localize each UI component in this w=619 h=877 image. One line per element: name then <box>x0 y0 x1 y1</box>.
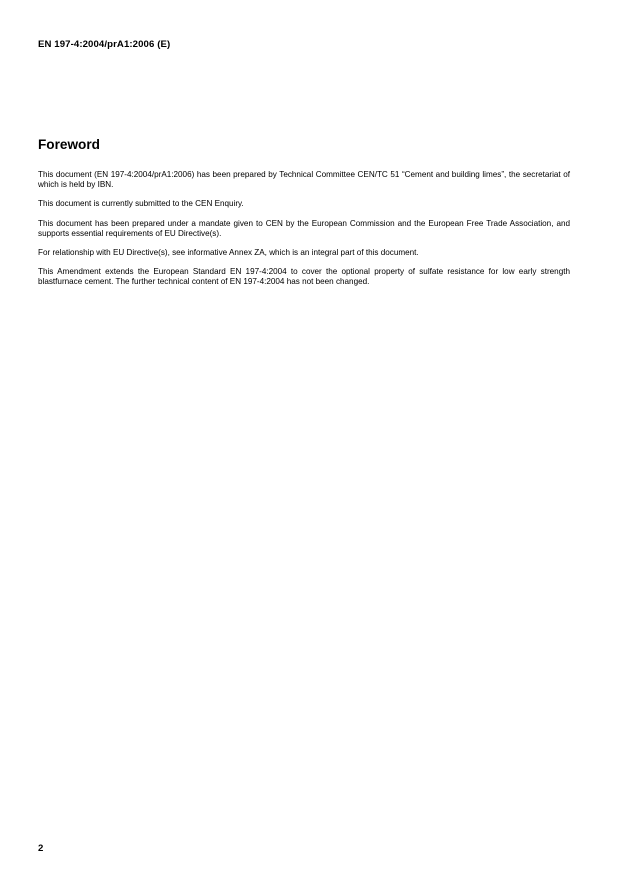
section-title: Foreword <box>38 137 100 152</box>
paragraph-committee: This document (EN 197-4:2004/prA1:2006) has been prepared by Technical Committee CEN/TC 51 “Cement and building limes”, the secretariat of which is held by IBN. <box>38 170 570 190</box>
paragraph-relationship: For relationship with EU Directive(s), see informative Annex ZA, which is an integral part of this document. <box>38 248 419 258</box>
foreword-body <box>38 170 570 297</box>
page-header: EN 197-4:2004/prA1:2006 (E) <box>38 39 171 50</box>
paragraph-mandate: This document has been prepared under a mandate given to CEN by the European Commission and the European Free Trade Association, and supports essential requirements of EU Directive(s). <box>38 218 570 238</box>
page-number: 2 <box>38 843 44 854</box>
paragraph-enquiry: This document is currently submitted to the CEN Enquiry. <box>38 199 244 209</box>
paragraph-amendment: This Amendment extends the European Standard EN 197-4:2004 to cover the optional property of sulfate resistance for low early strength blastfurnace cement. The further technical content of EN 197-4:2004 has not been changed. <box>38 267 570 287</box>
